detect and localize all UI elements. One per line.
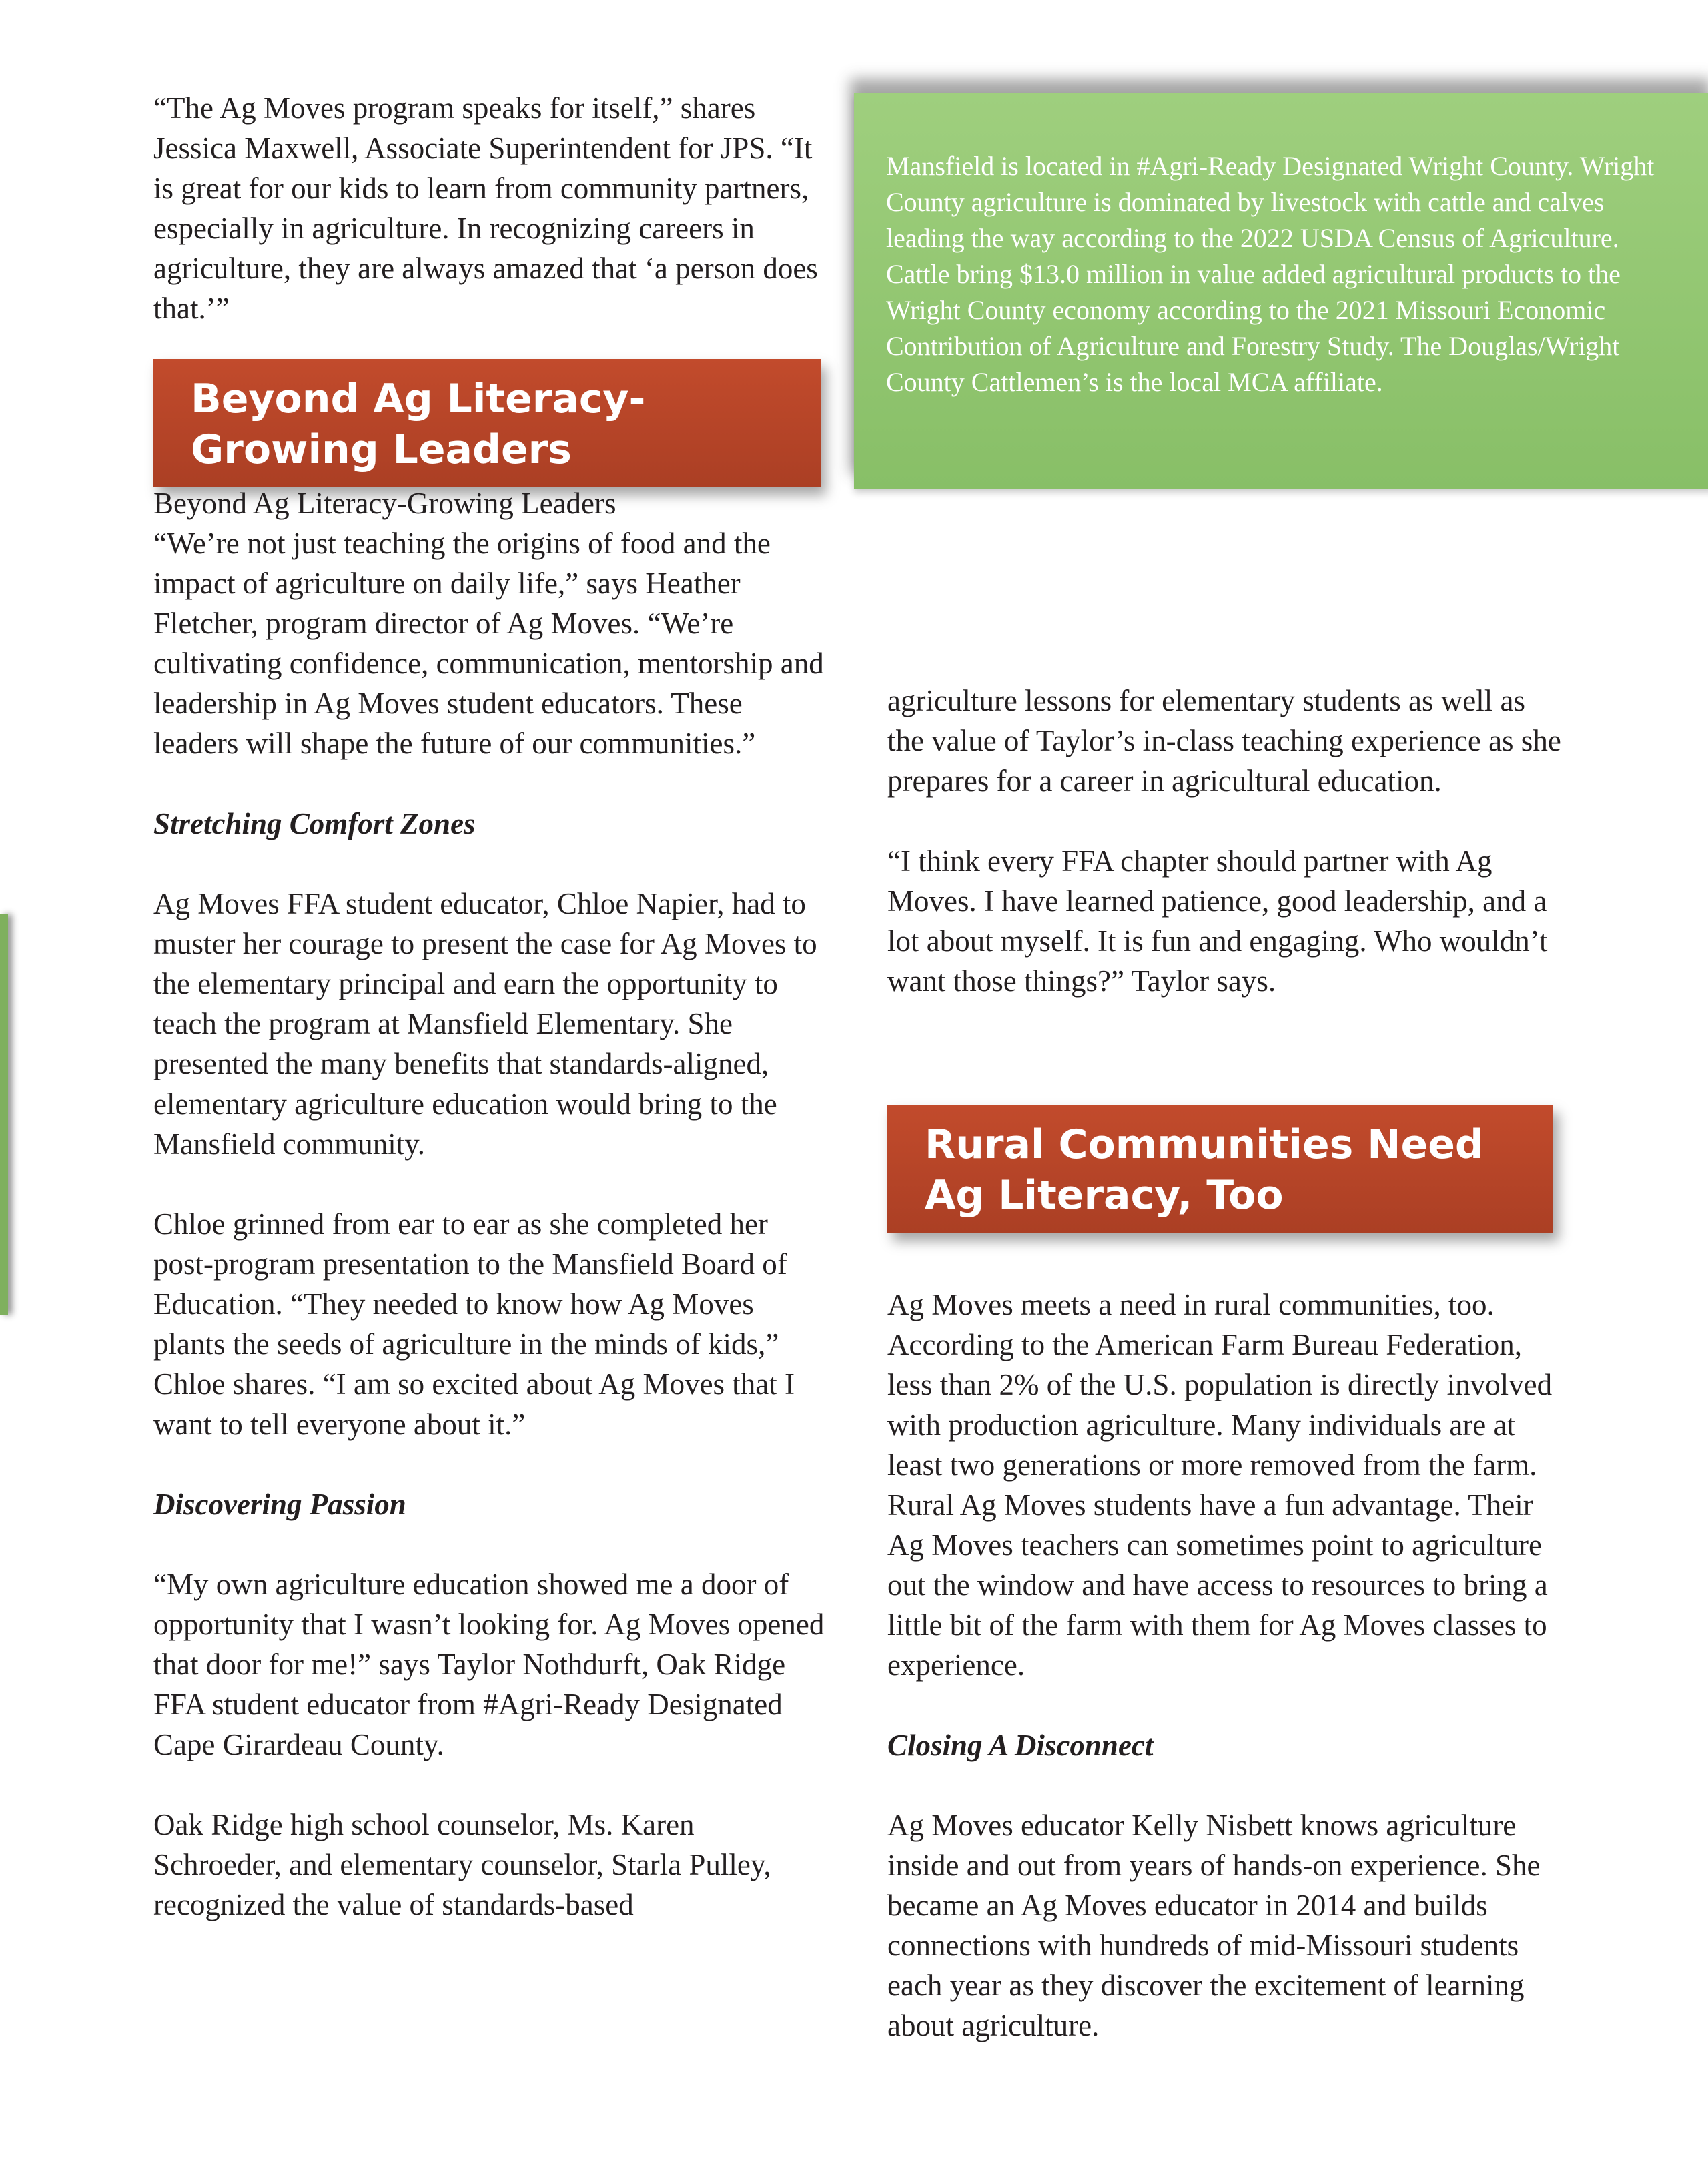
subheading-closing-a-disconnect: Closing A Disconnect — [887, 1729, 1154, 1762]
right-column-bottom — [887, 1285, 1561, 2046]
section-heading-text: Rural Communities Need Ag Literacy, Too — [925, 1121, 1484, 1219]
left-column — [153, 88, 827, 1925]
info-box-text: Mansfield is located in #Agri-Ready Designated Wright County. Wright County agriculture is dominated by livestock with cattle and calves leading the way according to the 2022 USDA Census of Agriculture. Cattle bring $13.0 million in value added agricultural products to the Wright County economy according to the 2021 Missouri Economic Contribution of Agriculture and Forestry Study. The Douglas/Wright County Cattlemen’s is the local MCA affiliate. — [886, 151, 1655, 397]
paragraph-fletcher-quote — [153, 483, 827, 763]
paragraph-kelly-nisbett: Ag Moves educator Kelly Nisbett knows agriculture inside and out from years of hands-on experience. She became an Ag Moves educator in 2014 and builds connections with hundreds of mid-Missouri students each year as they discover the excitement of learning about agriculture. — [887, 1809, 1541, 2042]
paragraph-counselors: Oak Ridge high school counselor, Ms. Karen Schroeder, and elementary counselor, Starla Pulley, recognized the value of standards-based — [153, 1808, 771, 1921]
paragraph-chloe-presentation: Chloe grinned from ear to ear as she completed her post-program presentation to the Mansfield Board of Education. “They needed to know how Ag Moves plants the seeds of agriculture in the minds of kids,” Chloe shares. “I am so excited about Ag Moves that I want to tell everyone about it.” — [153, 1207, 795, 1441]
section-heading-rural-communities — [887, 1105, 1553, 1233]
paragraph-rural-need: Ag Moves meets a need in rural communities, too. According to the American Farm Bureau Federation, less than 2% of the U.S. population is directly involved with production agriculture. Many individuals are at least two generations or more removed from the farm. Rural Ag Moves students have a fun advantage. Their Ag Moves teachers can sometimes point to agriculture out the window and have access to resources to bring a little bit of the farm with them for Ag Moves classes to experience. — [887, 1288, 1553, 1682]
subheading-discovering-passion: Discovering Passion — [153, 1488, 406, 1521]
paragraph-lessons: agriculture lessons for elementary students as well as the value of Taylor’s in-class teaching experience as she prepares for a career in agricultural education. — [887, 684, 1561, 798]
paragraph-ffa-quote: “I think every FFA chapter should partner with Ag Moves. I have learned patience, good leadership, and a lot about myself. It is fun and engaging. Who wouldn’t want those things?” Taylor says. — [887, 844, 1548, 998]
right-column-top — [887, 681, 1561, 1001]
paragraph-taylor-quote: “My own agriculture education showed me a door of opportunity that I wasn’t looking for. Ag Moves opened that door for me!” says Taylor Nothdurft, Oak Ridge FFA student educator from #Agri-Ready Designated Cape Girardeau County. — [153, 1568, 825, 1761]
subheading-stretching-comfort-zones: Stretching Comfort Zones — [153, 807, 476, 840]
side-green-bar — [0, 914, 8, 1315]
heading-spacer — [153, 328, 827, 483]
info-box-wright-county — [854, 93, 1708, 489]
paragraph-chloe-napier: Ag Moves FFA student educator, Chloe Napier, had to muster her courage to present the case for Ag Moves to the elementary principal and earn the opportunity to teach the program at Mansfield Elementary. She presented the many benefits that standards-aligned, elementary agriculture education would bring to the Mansfield community. — [153, 887, 817, 1161]
paragraph-maxwell-quote: “The Ag Moves program speaks for itself,” shares Jessica Maxwell, Associate Superintendent for JPS. “It is great for our kids to learn from community partners, especially in agriculture. In recognizing careers in agriculture, they are always amazed that ‘a person does that.’” — [153, 91, 818, 325]
heading-repeat-text: Beyond Ag Literacy-Growing Leaders — [153, 487, 616, 520]
fletcher-quote-text: “We’re not just teaching the origins of food and the impact of agriculture on daily life,” says Heather Fletcher, program director of Ag Moves. “We’re cultivating confidence, communication, mentorship and leadership in Ag Moves student educators. These leaders will shape the future of our communities.” — [153, 527, 824, 760]
section-heading-text: Beyond Ag Literacy-Growing Leaders — [191, 376, 646, 473]
